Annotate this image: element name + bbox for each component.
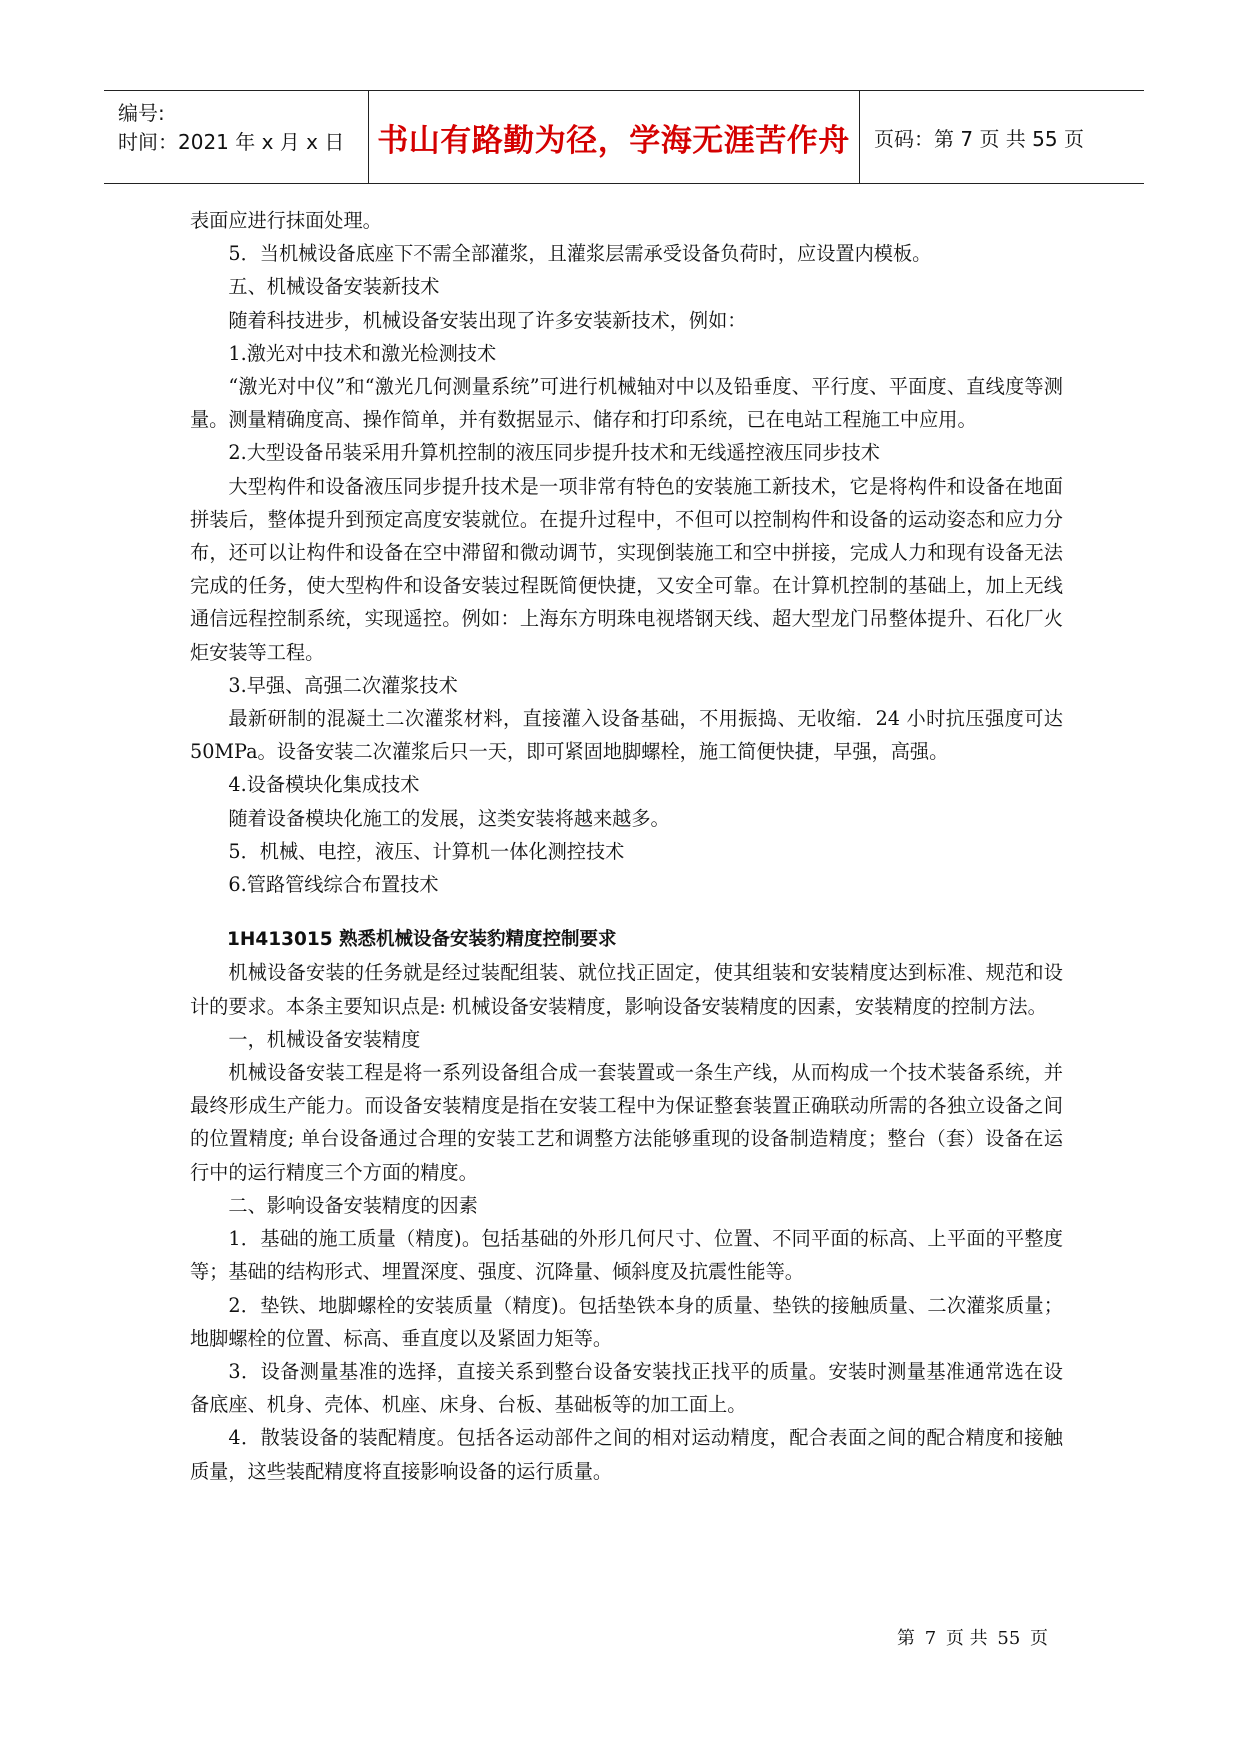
paragraph-gap — [190, 901, 1063, 923]
paragraph: 表面应进行抹面处理。 — [190, 209, 382, 232]
subheading: 4.设备模块化集成技术 — [228, 773, 420, 797]
footer-label: 页 — [1030, 1628, 1049, 1649]
footer-total-pages: 55 — [997, 1628, 1021, 1649]
paragraph: “激光对中仪”和“激光几何测量系统”可进行机械轴对中以及铅垂度、平行度、平面度、直线度等测量。测量精确度高、操作简单，并有数据显示、储存和打印系统，已在电站工程施工中应用。 — [190, 375, 1063, 432]
paragraph: 3．设备测量基准的选择，直接关系到整台设备安装找正找平的质量。安装时测量基准通常选在设备底座、机身、壳体、机座、床身、台板、基础板等的加工面上。 — [190, 1359, 1063, 1417]
paragraph: 最新研制的混凝土二次灌浆材料，直接灌入设备基础，不用振捣、无收缩．24 小时抗压强度可达 50MPa。设备安装二次灌浆后只一天，即可紧固地脚螺栓，施工简便快捷，早强，高强。 — [190, 707, 1063, 764]
document-body — [190, 204, 1063, 1488]
paragraph: 4．散装设备的装配精度。包括各运动部件之间的相对运动精度，配合表面之间的配合精度和接触质量，这些装配精度将直接影响设备的运行质量。 — [190, 1426, 1063, 1483]
subheading: 5．机械、电控，液压、计算机一体化测控技术 — [228, 839, 625, 863]
paragraph: 1．基础的施工质量（精度)。包括基础的外形几何尺寸、位置、不同平面的标高、上平面的平整度等；基础的结构形式、埋置深度、强度、沉降量、倾斜度及抗震性能等。 — [190, 1227, 1063, 1284]
paragraph: 机械设备安装工程是将一系列设备组合成一套装置或一条生产线，从而构成一个技术装备系统，并最终形成生产能力。而设备安装精度是指在安装工程中为保证整套装置正确联动所需的各独立设备之间的位置精度; 单台设备通过合理的安装工艺和调整方法能够重现的设备制造精度；整台（套）设备在运行中的运行精度三个方面的精度。 — [190, 1061, 1063, 1184]
subheading: 3.早强、高强二次灌浆技术 — [228, 673, 458, 697]
section-heading: 二、影响设备安装精度的因素 — [228, 1193, 478, 1217]
subheading: 1.激光对中技术和激光检测技术 — [228, 341, 497, 365]
footer-label: 页 共 — [945, 1628, 988, 1649]
header-page-info: 页码：第 7 页 共 55 页 — [874, 126, 1084, 151]
paragraph: 2．垫铁、地脚螺栓的安装质量（精度)。包括垫铁本身的质量、垫铁的接触质量、二次灌浆质量；地脚螺栓的位置、标高、垂直度以及紧固力矩等。 — [190, 1293, 1063, 1350]
footer-label: 第 — [897, 1628, 915, 1649]
page-footer — [895, 1624, 1050, 1650]
header-motto: 书山有路勤为径，学海无涯苦作舟 — [377, 122, 850, 159]
header-time-label: 时间：2021 年 x 月 x 日 — [118, 130, 345, 154]
section-title: 1H413015 熟悉机械设备安装豹精度控制要求 — [227, 929, 617, 951]
paragraph: 大型构件和设备液压同步提升技术是一项非常有特色的安装施工新技术，它是将构件和设备在地面拼装后，整体提升到预定高度安装就位。在提升过程中，不但可以控制构件和设备的运动姿态和应力分布，还可以让构件和设备在空中滞留和微动调节，实现倒装施工和空中拼接，完成人力和现有设备无法完成的任务，使大型构件和设备安装过程既简便快捷，又安全可靠。在计算机控制的基础上，加上无线通信远程控制系统，实现遥控。例如：上海东方明珠电视塔钢天线、超大型龙门吊整体提升、石化厂火炬安装等工程。 — [190, 474, 1063, 664]
paragraph: 随着科技进步，机械设备安装出现了许多安装新技术，例如： — [228, 308, 747, 332]
header-divider — [859, 91, 860, 183]
subheading: 2.大型设备吊装采用升算机控制的液压同步提升技术和无线遥控液压同步技术 — [228, 441, 880, 465]
header-number-label: 编号: — [118, 101, 165, 125]
section-heading: 一，机械设备安装精度 — [228, 1027, 421, 1051]
paragraph: 机械设备安装的任务就是经过装配组装、就位找正固定，使其组装和安装精度达到标准、规范和设计的要求。本条主要知识点是: 机械设备安装精度，影响设备安装精度的因素，安装精度的控制方法。 — [190, 961, 1063, 1018]
section-heading: 五、机械设备安装新技术 — [228, 275, 440, 299]
paragraph: 随着设备模块化施工的发展，这类安装将越来越多。 — [228, 806, 670, 830]
paragraph: 5．当机械设备底座下不需全部灌浆，且灌浆层需承受设备负荷时，应设置内模板。 — [228, 242, 932, 266]
header-meta — [118, 99, 344, 157]
footer-current-page: 7 — [924, 1628, 937, 1649]
subheading: 6.管路管线综合布置技术 — [228, 873, 439, 897]
page-header — [104, 90, 1144, 184]
